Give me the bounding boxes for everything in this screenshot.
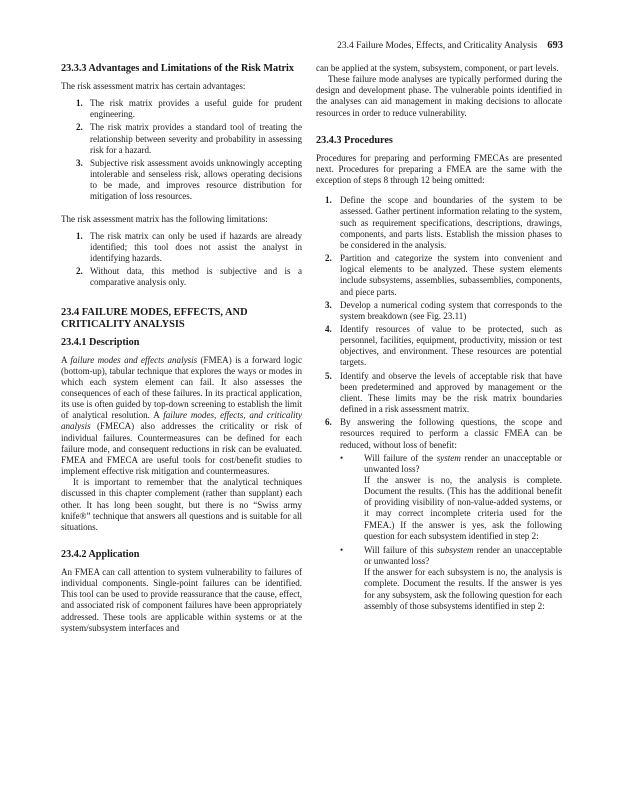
item-text: The risk matrix provides a standard tool of treating the relationship between severity and probability in assessing risk for a hazard. bbox=[90, 122, 302, 155]
description-paragraph-2: It is important to remember that the analytical techniques discussed in this chapter complement (rather than supplant) each other. It has long been sought, but there is no “Swiss army knife®” technique that answers all questions and is suitable for all situations. bbox=[61, 477, 302, 532]
item-number: 1. bbox=[325, 195, 332, 206]
bullet-item: • Will failure of this subsystem render an unacceptable or unwanted loss? If the answer for each subsystem is no, the analysis is complete. Document the results. If the answer is yes for any subsystem, ask the following question for each assembly of those subsystems identified in step 2: bbox=[340, 544, 563, 611]
bullet-icon: • bbox=[340, 452, 344, 463]
item-number: 2. bbox=[76, 122, 83, 133]
list-item bbox=[316, 417, 562, 612]
list-item bbox=[316, 253, 562, 298]
item-number: 1. bbox=[76, 230, 83, 241]
right-column bbox=[316, 63, 562, 615]
item-text: Define the scope and boundaries of the system to be assessed. Gather pertinent information relating to the system, such as requirement specifications, descriptions, drawings, components, and parts lists. Establish the mission phases to be considered in the analysis. bbox=[340, 195, 562, 250]
procedures-intro: Procedures for preparing and performing FMECAs are presented next. Procedures for preparing a FMEA are the same with the exception of steps 8 through 12 being omitted: bbox=[316, 152, 562, 186]
item-text: Identify resources of value to be protected, such as personnel, facilities, equipment, productivity, mission or test objectives, and environment. These resources are potential targets. bbox=[340, 323, 562, 368]
item-text: Develop a numerical coding system that corresponds to the system breakdown (see Fig. 23.11) bbox=[340, 299, 562, 321]
advantages-intro: The risk assessment matrix has certain advantages: bbox=[61, 81, 246, 91]
term-fmeca: failure modes, effects, and criticality analysis bbox=[61, 410, 302, 432]
item-number: 5. bbox=[325, 370, 332, 381]
page-number: 693 bbox=[547, 40, 563, 51]
item-number: 4. bbox=[325, 323, 332, 334]
application-paragraph-2: These failure mode analyses are typically performed during the design and development phase. The vulnerable points identified in the analyses can aid management in making decisions to allocate resources in order to reduce vulnerability. bbox=[316, 74, 562, 118]
bullet-item: • Will failure of the system render an unacceptable or unwanted loss? If the answer is no, the analysis is complete. Document the results. (This has the additional benefit of providing visibility of non-value-added systems, or it may correct incomplete criteria used for the FMEA.) If the answer is yes, ask the following question for each subsystem identified in step 2: bbox=[340, 452, 562, 541]
item-text: Partition and categorize the system into convenient and logical elements to be analyzed. These system elements include subsystems, assemblies, subassemblies, components, and piece parts. bbox=[340, 253, 562, 297]
limitations-intro: The risk assessment matrix has the following limitations: bbox=[61, 213, 268, 224]
list-item bbox=[61, 266, 302, 288]
item-text: Subjective risk assessment avoids unknowingly accepting intolerable and senseless risk, allows operating decisions to be made, and improves resource distribution for mitigation of loss resources. bbox=[90, 157, 302, 202]
step-6-bullets bbox=[340, 453, 562, 612]
advantages-list bbox=[61, 98, 302, 202]
item-text: The risk matrix can only be used if hazards are already identified; this tool does not assist the analyst in identifying hazards. bbox=[90, 230, 302, 264]
item-number: 6. bbox=[325, 417, 332, 428]
list-item bbox=[316, 371, 562, 416]
list-item bbox=[316, 195, 562, 251]
item-number: 3. bbox=[325, 299, 332, 310]
item-number: 2. bbox=[76, 266, 83, 277]
item-number: 1. bbox=[76, 98, 83, 109]
item-number: 2. bbox=[325, 253, 332, 264]
item-text: Identify and observe the levels of acceptable risk that have been predetermined and approved by management or the client. These limits may be the risk matrix boundaries defined in a risk assessment matrix. bbox=[340, 370, 562, 415]
application-paragraph-1: An FMEA can call attention to system vulnerability to failures of individual components. Single-point failures can be identified. This tool can be used to provide reassurance that the cause, effect, and associated risk of component failures have been appropriately addressed. These tools are applicable within systems or at the system/subsystem interfaces and bbox=[61, 567, 302, 633]
list-item bbox=[61, 122, 302, 155]
item-text: By answering the following questions, the scope and resources required to perform a classic FMEA can be reduced, without loss of benefit: bbox=[340, 417, 562, 450]
item-text: The risk matrix provides a useful guide for prudent engineering. bbox=[90, 98, 302, 120]
heading-23-4: 23.4 FAILURE MODES, EFFECTS, AND CRITICALITY ANALYSIS bbox=[61, 306, 248, 330]
running-title: 23.4 Failure Modes, Effects, and Criticality Analysis bbox=[337, 41, 538, 51]
item-number: 3. bbox=[76, 157, 83, 168]
procedure-steps bbox=[316, 195, 562, 612]
list-item bbox=[61, 158, 302, 203]
list-item bbox=[61, 98, 302, 120]
term-fmea: failure modes and effects analysis bbox=[70, 354, 198, 365]
running-header bbox=[0, 40, 563, 54]
application-continued: can be applied at the system, subsystem, component, or part levels. bbox=[316, 63, 559, 73]
heading-23-4-1: 23.4.1 Description bbox=[61, 336, 140, 348]
list-item bbox=[61, 231, 302, 264]
list-item bbox=[316, 300, 562, 322]
bullet-follow-text: If the answer is no, the analysis is complete. Document the results. (This has the additional benefit of providing visibility of non-value-added systems, or it may correct incomplete criteria used for the FMEA.) If the answer is yes, ask the following question for each subsystem identified in step 2: bbox=[364, 475, 562, 541]
description-paragraph-1: A failure modes and effects analysis (FMEA) is a forward logic (bottom-up), tabular technique that explores the ways or modes in which each system element can fail. It also assesses the consequences of each of these failures. In its practical application, its use is often guided by top-down screening to establish the limit of analytical resolution. A failure modes, effects, and criticality analysis (FMECA) also addresses the criticality or risk of individual failures. Countermeasures can be defined for each failure mode, and consequent reductions in risk can be evaluated. FMEA and FMECA are useful tools for cost/benefit studies to implement effective risk mitigation and countermeasures. bbox=[61, 354, 302, 477]
heading-23-3-3: 23.3.3 Advantages and Limitations of the Risk Matrix bbox=[61, 63, 294, 74]
left-column bbox=[61, 63, 302, 634]
bullet-follow-text: If the answer for each subsystem is no, the analysis is complete. Document the results. If the answer is yes for any subsystem, ask the following question for each assembly of those subsystems identified in step 2: bbox=[364, 567, 562, 611]
limitations-list bbox=[61, 231, 302, 289]
list-item bbox=[316, 324, 562, 369]
item-text: Without data, this method is subjective and is a comparative analysis only. bbox=[90, 266, 302, 288]
bullet-icon: • bbox=[340, 544, 344, 555]
heading-23-4-2: 23.4.2 Application bbox=[61, 549, 140, 560]
heading-23-4-3: 23.4.3 Procedures bbox=[316, 134, 393, 146]
